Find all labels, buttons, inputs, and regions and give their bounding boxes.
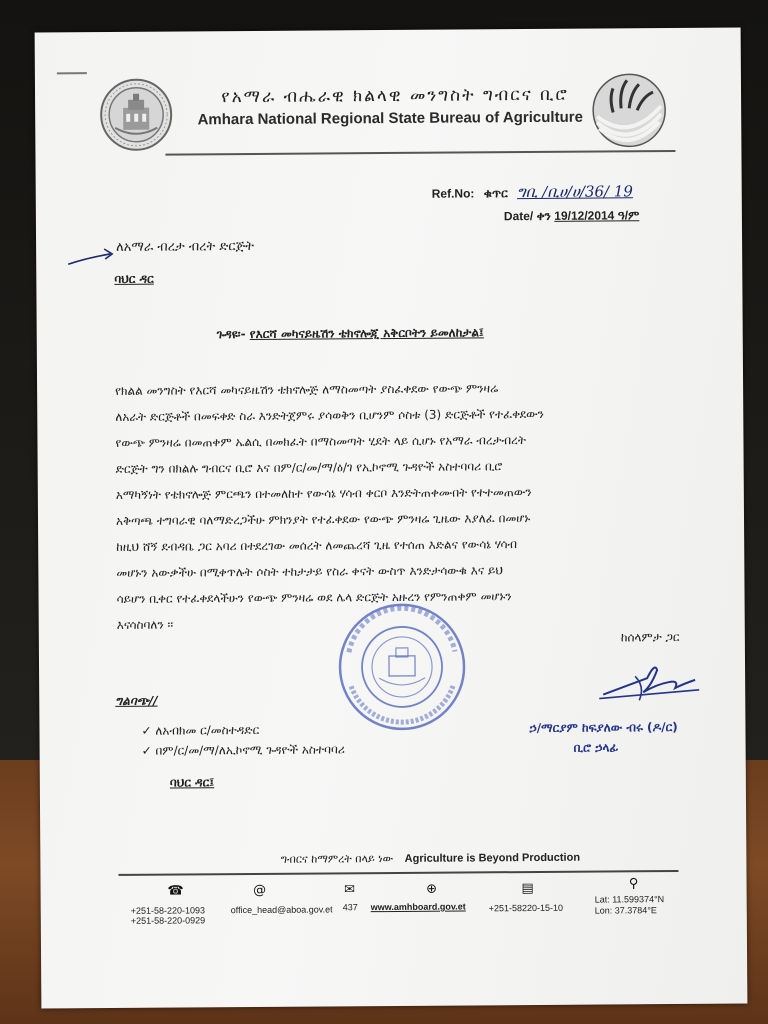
body-line: ለአራት ድርጅቶች በመፍቀድ ስራ እንድትጀምሩ ያሳወቅን ቢሆንም ሶስቱ (3) ድርጅቶች የተፈቀደውን xyxy=(115,406,544,424)
phone-number-1: +251-58-220-1093 xyxy=(130,905,206,916)
ref-label: Ref.No: xyxy=(431,186,475,201)
ref-value: ግቢ /ቢሀ/ሀ/36/ 19 xyxy=(516,182,633,202)
footer-motto xyxy=(250,850,610,867)
cc-item: ✓ ለአብክመ ር/መስተዳድር xyxy=(141,722,260,738)
motto-english: Agriculture is Beyond Production xyxy=(404,851,581,865)
body-line: የክልል መንግስት የእርሻ መካናይዜሽን ቴክኖሎጅ ለማስመጣት ያስፈቀደው የውጭ ምንዛሬ xyxy=(115,381,499,398)
mailbox-icon: ✉ xyxy=(344,882,356,898)
body-line: ድርጅት ግን በክልሉ ግብርና ቢሮ እና በም/ር/መ/ማ/ዕ/ገ የኢኮኖሚ ጉዳዮች አስተባባሪ ቢሮ xyxy=(115,459,503,476)
official-stamp-icon xyxy=(337,601,468,732)
fax-number: +251-58220-15-10 xyxy=(488,902,564,914)
footer-rule xyxy=(118,870,678,876)
signer-title: ቢሮ ኃላፊ xyxy=(573,740,619,755)
location-pin-icon: ⚲ xyxy=(628,876,639,892)
cc-city: ባህር ዳር፤ xyxy=(169,775,215,790)
pen-mark xyxy=(57,72,87,74)
date-value: 19/12/2014 ዓ/ም xyxy=(554,208,640,223)
date-label: Date/ xyxy=(503,208,534,224)
signer-name: ኃ/ማርያም ከፍያለው ብሩ (ዶ/ር) xyxy=(529,720,678,736)
body-line: አማካኝነት የቴክኖሎጅ ምርጫን በተመለከተ የውሳኔ ሃሳብ ቀርቦ እንድትጠቀሙበት የተተመጠውን xyxy=(115,485,532,502)
motto-amharic: ግብርና ከማምረት በላይ ነው xyxy=(280,851,394,866)
state-seal-icon xyxy=(99,78,174,153)
cc-item: ✓ በም/ር/መ/ማ/ለኢኮኖሚ ጉዳዮች አስተባባሪ xyxy=(141,742,345,758)
phone-number-2: +251-58-220-0929 xyxy=(130,915,206,926)
phone-icon: ☎ xyxy=(167,883,184,899)
body-line: ከዚህ ሸኝ ደብዳቤ ጋር አባሪ በተደረገው መሰረት ለመጨረሻ ጊዜ የተሰጠ እድልና የውሳኔ ሃሳብ xyxy=(116,537,518,554)
fax-icon: ▤ xyxy=(521,881,534,897)
body-line: አቅጣጫ ተግባራዊ ባለማድረጋችሁ ምክንያት የተፈቀደው የውጭ ምንዛሬ ጊዜው እያለፈ በመሆኑ xyxy=(115,511,531,528)
subject-label: ጉዳዩ፡- xyxy=(216,327,246,342)
body-line: እናሳስባለን ፡፡ xyxy=(116,617,174,632)
cc-label: ግልባጭ// xyxy=(115,693,158,708)
recipient-city: ባህር ዳር xyxy=(114,271,154,286)
letterhead-title-english: Amhara National Regional State Bureau of Agriculture xyxy=(197,108,583,129)
closing-regards: ከሰላምታ ጋር xyxy=(620,629,680,645)
subject-text: የእርሻ መካናይዜሽን ቴክኖሎጂ አቅርቦትን ይመለከታል፤ xyxy=(249,325,484,341)
letterhead-title-amharic: የአማራ ብሔራዊ ክልላዊ መንግስት ግብርና ቢሮ xyxy=(221,84,569,108)
ref-label-amharic: ቁጥር xyxy=(483,186,508,201)
recipient-name: ለአማራ ብረታ ብረት ድርጅት xyxy=(116,238,255,255)
header-rule xyxy=(165,150,675,156)
website-link[interactable]: www.amhboard.gov.et xyxy=(370,901,466,913)
checkmark-icon: ✓ xyxy=(141,743,156,758)
globe-icon: ⊕ xyxy=(426,881,438,897)
body-line: መሆኑን አውቃችሁ በሚቀጥሉት ሶስት ተከታታይ የስራ ቀናት ውስጥ እንድታሳውቁ እና ይህ xyxy=(116,563,504,580)
letter-page xyxy=(35,28,748,1009)
bureau-logo-icon xyxy=(591,72,668,149)
latitude: Lat: 11.599374°N xyxy=(594,894,665,905)
reference-number xyxy=(432,182,633,201)
date-label-amharic: ቀን xyxy=(536,208,551,223)
letter-body xyxy=(115,374,685,638)
body-line: የውጭ ምንዛሬ በመጠቀም ኤልሲ በመክፈት በማስመጣት ሂደት ላይ ሲሆኑ የአማራ ብረታብረት xyxy=(115,433,526,450)
letter-date xyxy=(504,208,639,224)
checkmark-icon: ✓ xyxy=(141,723,156,738)
po-box: 437 xyxy=(342,902,358,913)
at-sign-icon: @ xyxy=(253,882,267,898)
subject-line xyxy=(217,325,484,342)
longitude: Lon: 37.3784°E xyxy=(594,905,657,916)
email-address: office_head@aboa.gov.et xyxy=(230,904,333,916)
signature-icon xyxy=(595,656,705,707)
body-line: ሳይሆን ቢቀር የተፈቀደላችሁን የውጭ ምንዛሬ ወደ ሌላ ድርጅት አዙረን የምንጠቀም መሆኑን xyxy=(116,589,512,606)
